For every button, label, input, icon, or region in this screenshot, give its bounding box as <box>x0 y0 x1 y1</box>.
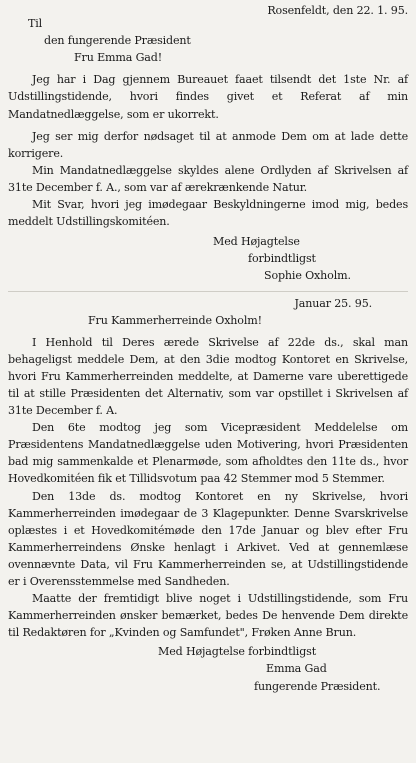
letter2-signature-title: fungerende Præsident. <box>254 679 381 693</box>
letter2-paragraph-1: I Henhold til Deres ærede Skrivelse af 22de ds., skal man behageligst meddele Dem, at den 3die modtog Kontoret en Skrivelse, hvori Fru Kammerherreinden meddelte, at Damerne vare uberettigede til at stille Præsidenten det Alternativ, som var opstillet i Skrivelsen af 31te December f. A. <box>8 335 408 418</box>
letter2-signature: Emma Gad <box>266 662 327 676</box>
letter1-address-name: Fru Emma Gad! <box>74 51 163 65</box>
letter2-paragraph-2: Den 6te modtog jeg som Vicepræsident Meddelelse om Præsidentens Mandatnedlæggelse uden Motivering, hvori Præsidenten bad mig sammenkalde et Plenarmøde, som afholdtes den 11te ds., hvor Hovedkomitéen fik et Tillidsvotum paa 42 Stemmer mod 5 Stemmer. <box>8 421 408 486</box>
letter1-closing-greeting: Med Højagtelse <box>213 235 300 249</box>
letter-divider <box>8 291 408 292</box>
letter1-signature: Sophie Oxholm. <box>264 269 351 283</box>
letter2-paragraph-3: Den 13de ds. modtog Kontoret en ny Skrivelse, hvori Kammerherreinden imødegaar de 3 Klagepunkter. Denne Svarskrivelse oplæstes i et Hovedkomitémøde den 17de Januar og blev efter Fru Kammerherreindens Ønske henlagt i Arkivet. Ved at gennemlæse ovennævnte Data, vil Fru Kammerherreinden se, at Udstillingstidende er i Overensstemmelse med Sandheden. <box>8 489 408 588</box>
letter1-paragraph-3: Min Mandatnedlæggelse skyldes alene Ordlyden af Skrivelsen af 31te December f. A., som var af ærekrænkende Natur. <box>8 163 408 194</box>
letter1-paragraph-1: Jeg har i Dag gjennem Bureauet faaet tilsendt det 1ste Nr. af Udstillingstidende, hvori findes givet et Referat af min Mandatnedlæggelse, som er ukorrekt. <box>8 73 408 121</box>
letter1-address-to: Til <box>28 17 43 31</box>
letter1-paragraph-2: Jeg ser mig derfor nødsaget til at anmode Dem om at lade dette korrigere. <box>8 129 408 160</box>
letter2-closing-greeting: Med Højagtelse forbindtligst <box>158 645 317 659</box>
letter1-address-title: den fungerende Præsident <box>44 34 191 48</box>
letter1-closing-word: forbindtligst <box>248 252 316 266</box>
letter2-paragraph-4: Maatte der fremtidigt blive noget i Udstillingstidende, som Fru Kammerherreinden ønsker bemærket, bedes De henvende Dem direkte til Redaktøren for „Kvinden og Samfundet", Frøken Anne Brun. <box>8 592 408 640</box>
letter2-salutation: Fru Kammerherreinde Oxholm! <box>88 313 262 327</box>
letter1-paragraph-4: Mit Svar, hvori jeg imødegaar Beskyldningerne imod mig, bedes meddelt Udstillingskomitéen. <box>8 198 408 229</box>
letter1-place-date: Rosenfeldt, den 22. 1. 95. <box>267 4 408 17</box>
letter2-date: Januar 25. 95. <box>294 296 372 310</box>
